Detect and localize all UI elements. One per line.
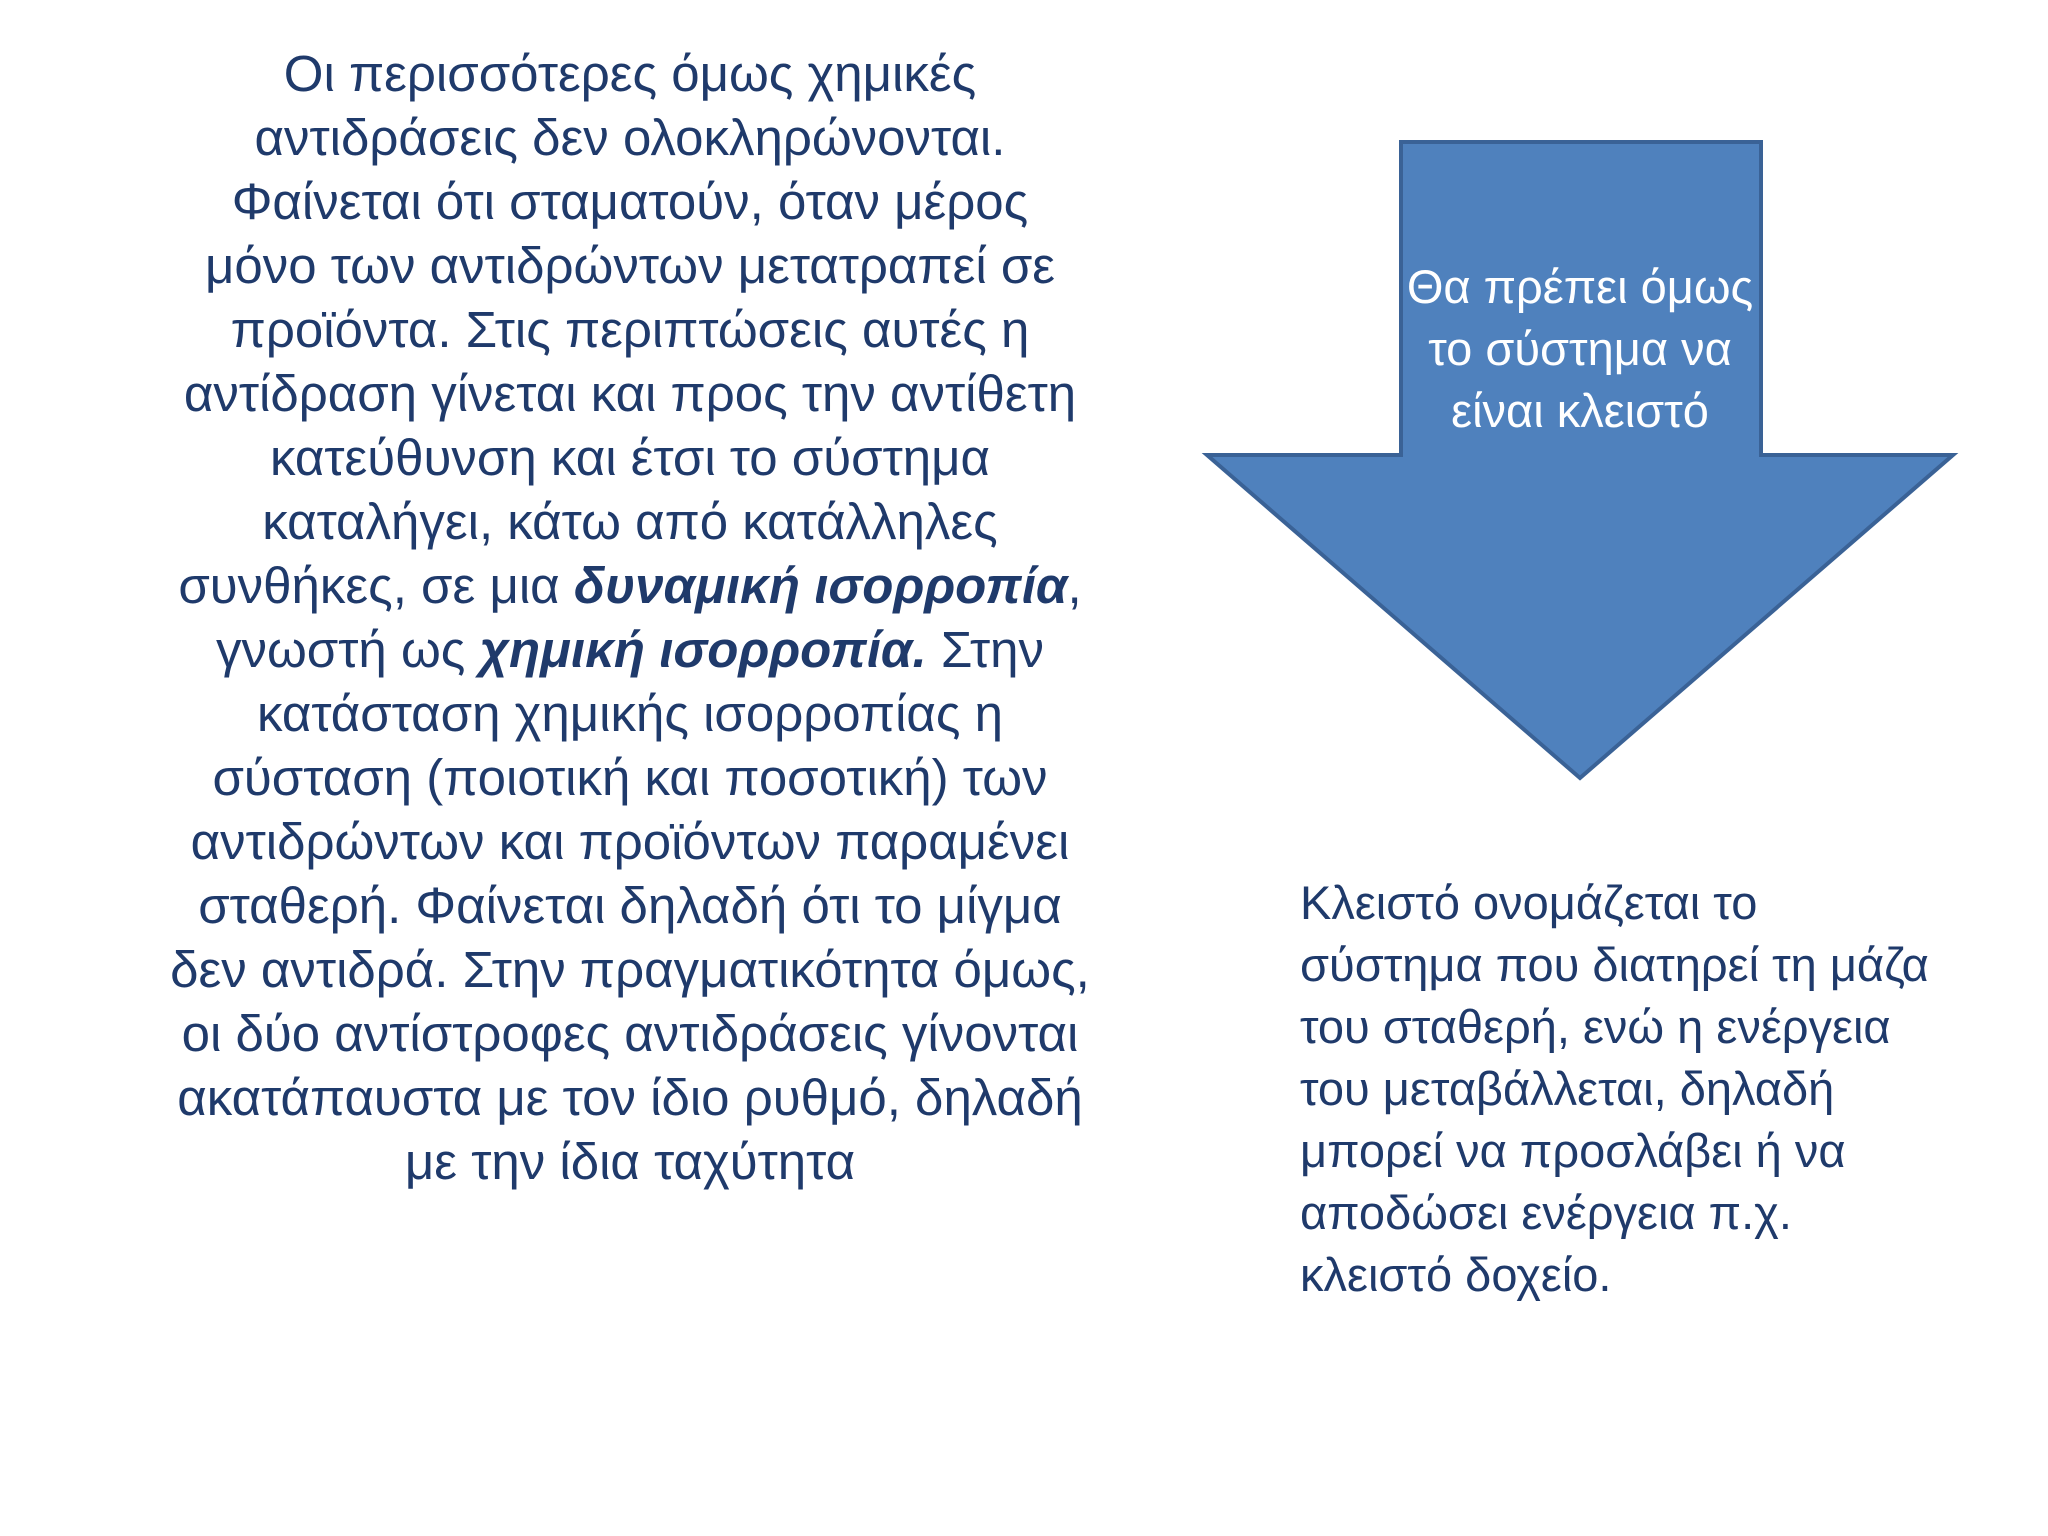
arrow-shape	[1207, 142, 1953, 778]
main-text-part1: Οι περισσότερες όμως χημικές αντιδράσεις δεν ολοκληρώνονται. Φαίνεται ότι σταματούν, όταν μέρος μόνο των αντιδρώντων μετατραπεί σε προϊόντα. Στις περιπτώσεις αυτές η αντίδραση γίνεται και προς την αντίθετη κατεύθυνση και έτσι το σύστημα καταλήγει, κάτω από κατάλληλες συνθήκες, σε μια	[178, 45, 1077, 614]
arrow-label: Θα πρέπει όμως το σύστημα να είναι κλειστό	[1406, 260, 1754, 437]
main-text-block	[170, 42, 1090, 1194]
main-text-part2: , γνωστή ως	[215, 557, 1082, 678]
down-arrow-icon	[1200, 135, 1960, 785]
closed-system-definition: Κλειστό ονομάζεται το σύστημα που διατηρεί τη μάζα του σταθερή, ενώ η ενέργεια του μεταβάλλεται, δηλαδή μπορεί να προσλάβει ή να αποδώσει ενέργεια π.χ. κλειστό δοχείο.	[1300, 876, 1929, 1301]
highlight-dynamic-equilibrium: δυναμική ισορροπία	[573, 557, 1068, 614]
highlight-chemical-equilibrium: χημική ισορροπία.	[479, 621, 927, 678]
main-text-part3: Στην κατάσταση χημικής ισορροπίας η σύσταση (ποιοτική και ποσοτική) των αντιδρώντων και προϊόντων παραμένει σταθερή. Φαίνεται δηλαδή ότι το μίγμα δεν αντιδρά. Στην πραγματικότητα όμως, οι δύο αντίστροφες αντιδράσεις γίνονται ακατάπαυστα με τον ίδιο ρυθμό, δηλαδή με την ίδια ταχύτητα	[170, 621, 1090, 1190]
